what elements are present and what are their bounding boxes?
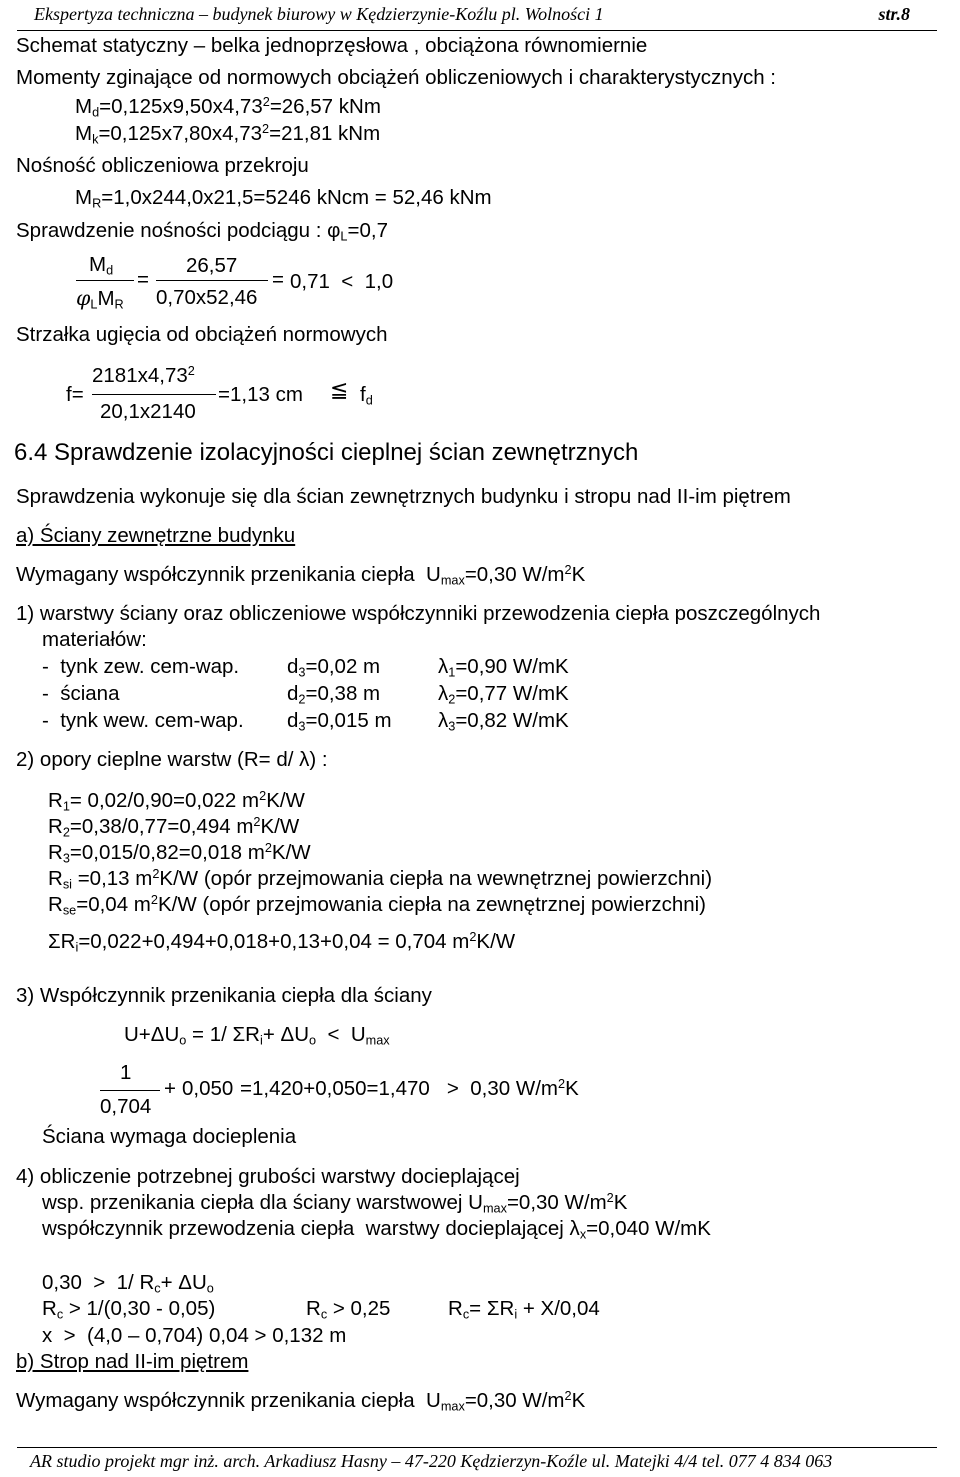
layer-lambda: $\lambda_2=0,77$ W/mK xyxy=(438,682,569,707)
formula1-num2: 26,57 xyxy=(186,254,238,277)
resistance-r3: $R_3=0,015/0,82=0,018$ $m^2K/W$ xyxy=(48,840,311,866)
less-equal-symbol: ≦ xyxy=(330,378,349,403)
u-formula: $U+\Delta U_o = 1/$ $\Sigma R_i+ \Delta U_o < U_{max}$ xyxy=(124,1023,390,1048)
header-title: Ekspertyza techniczna – budynek biurowy w Kędzierzynie-Koźlu pl. Wolności 1 xyxy=(34,4,604,24)
section-intro: Sprawdzenia wykonuje się dla ścian zewnętrznych budynku i stropu nad II-im piętrem xyxy=(16,485,791,508)
layer-thickness: $d_3=0,015$ m xyxy=(287,709,392,734)
resistance-r2: $R_2=0,38/0,77=0,494$ $m^2K/W$ xyxy=(48,814,300,840)
u-calc-denominator: 0,704 xyxy=(100,1095,152,1118)
header-rule xyxy=(17,30,937,31)
footer-rule xyxy=(17,1447,937,1448)
mk-equation: $M_k=0,125x7,80x4,73^2=21,81$ kNm xyxy=(75,121,381,147)
subsection-b-heading: b) Strop nad II-im piętrem xyxy=(16,1350,249,1373)
u-calc-plus: + xyxy=(164,1077,176,1100)
u-calc-numerator: 1 xyxy=(120,1061,132,1084)
formula1-equals-1: = xyxy=(137,268,149,291)
inequality-1: 0,30 > 1/ $R_c+ \Delta U_o$ xyxy=(42,1271,214,1296)
inequality-2 xyxy=(0,1299,960,1323)
resistance-rse: $R_{se}=0,04$ $m^2K/W$ (opór przejmowania ciepła na zewnętrznej powierzchni) xyxy=(48,892,707,918)
layer-thickness: $d_3=0,02$ m xyxy=(287,655,381,680)
formula2-f: f= xyxy=(66,383,84,406)
layer-thickness: $d_2=0,38$ m xyxy=(287,682,381,707)
formula2-den: 20,1x2140 xyxy=(100,400,196,423)
item4-heading: 4) obliczenie potrzebnej grubości warstwy docieplającej xyxy=(16,1165,520,1188)
page-header xyxy=(0,0,960,30)
umax-wall-line: wsp. przenikania ciepła dla ściany warstwowej $U_{max}=0,30$ $W/m^2K$ xyxy=(42,1190,628,1216)
formula1-num-md: $M_d$ xyxy=(89,253,114,278)
moments-intro: Momenty zginające od normowych obciążeń obliczeniowych i charakterystycznych : xyxy=(16,66,776,89)
capacity-intro: Nośność obliczeniowa przekroju xyxy=(16,154,309,177)
formula2-num: 2181x4,73$^2$ xyxy=(92,363,195,387)
page-footer: AR studio projekt mgr inż. arch. Arkadiusz Hasny – 47-220 Kędzierzyn-Koźle ul. Matejki 4/4 tel. 077 4 834 063 xyxy=(30,1451,833,1471)
formula1-den2: 0,70x52,46 xyxy=(156,286,258,309)
umax-b-line: Wymagany współczynnik przenikania ciepła $U_{max}=0,30$ $W/m^2K$ xyxy=(16,1388,586,1414)
deflection-intro: Strzałka ugięcia od obciążeń normowych xyxy=(16,323,388,346)
layer-lambda: $\lambda_1=0,90$ W/mK xyxy=(438,655,569,680)
formula1-fraction-bar-1 xyxy=(76,280,134,281)
formula2-fraction-bar xyxy=(92,394,216,395)
inequality-2-a: $R_c > 1/(0,30 - 0,05)$ xyxy=(42,1297,216,1322)
check-intro: Sprawdzenie nośności podciągu : $\varphi_L=0,7$ xyxy=(16,219,388,244)
static-scheme-line: Schemat statyczny – belka jednoprzęsłowa , obciążona równomiernie xyxy=(16,34,648,57)
formula2-fd: $f_d$ xyxy=(360,383,373,408)
item1-line2: materiałów: xyxy=(42,628,147,651)
formula1-den: $\varphi_LM_R$ xyxy=(76,286,124,312)
md-equation: $M_d=0,125x9,50x4,73^2=26,57$ kNm xyxy=(75,94,381,120)
wall-needs-insulation: Ściana wymaga docieplenia xyxy=(42,1125,297,1148)
mr-equation: $M_R=1,0x244,0x21,5=5246$ kNcm = 52,46 kNm xyxy=(75,186,492,211)
resistance-r1: $R_1= 0,02/0,90=0,022$ $m^2K/W$ xyxy=(48,788,305,814)
resistance-rsi: $R_{si} =0,13$ $m^2K/W$ (opór przejmowania ciepła na wewnętrznej powierzchni) xyxy=(48,866,713,892)
layer-name: - tynk zew. cem-wap. xyxy=(42,655,240,678)
umax-a-line: Wymagany współczynnik przenikania ciepła $U_{max}=0,30$ $W/m^2K$ xyxy=(16,562,586,588)
u-calc-fraction-bar xyxy=(100,1090,160,1091)
layer-row xyxy=(0,684,960,708)
inequality-3: x > (4,0 – 0,704) 0,04 > 0,132 m xyxy=(42,1324,347,1347)
u-calc-result: =1,420+0,050=1,470 > 0,30 $W/m^2K$ xyxy=(240,1076,579,1100)
page-number: str.8 xyxy=(878,4,910,24)
layer-name: - ściana xyxy=(42,682,120,705)
u-calc-addend: 0,050 xyxy=(182,1077,234,1100)
formula1-fraction-bar-2 xyxy=(156,280,268,281)
item1-line1: 1) warstwy ściany oraz obliczeniowe współczynniki przewodzenia ciepła poszczególnych xyxy=(16,602,821,625)
sum-resistance: $\Sigma R_i=0,022+0,494+0,018+0,13+0,04 = 0,704$ $m^2K/W$ xyxy=(48,929,516,955)
layer-name: - tynk wew. cem-wap. xyxy=(42,709,244,732)
formula2-result: =1,13 cm xyxy=(218,383,303,406)
layer-lambda: $\lambda_3=0,82$ W/mK xyxy=(438,709,569,734)
inequality-2-c: $R_c= \Sigma R_i + X/0,04$ xyxy=(448,1297,600,1322)
formula1-result: 0,71 < 1,0 xyxy=(290,270,394,293)
item3-heading: 3) Współczynnik przenikania ciepła dla ściany xyxy=(16,984,432,1007)
formula1-equals-2: = xyxy=(272,268,284,291)
layer-row xyxy=(0,657,960,681)
lambda-insulation-line: współczynnik przewodzenia ciepła warstwy docieplającej $\lambda_x=0,040$ W/mK xyxy=(42,1217,711,1242)
subsection-a-heading: a) Ściany zewnętrzne budynku xyxy=(16,524,296,547)
inequality-2-b: $R_c > 0,25$ xyxy=(306,1297,391,1322)
layer-row xyxy=(0,711,960,735)
item2-heading: 2) opory cieplne warstw (R= d/ λ) : xyxy=(16,748,328,771)
section-heading: 6.4 Sprawdzenie izolacyjności cieplnej ścian zewnętrznych xyxy=(14,439,639,466)
